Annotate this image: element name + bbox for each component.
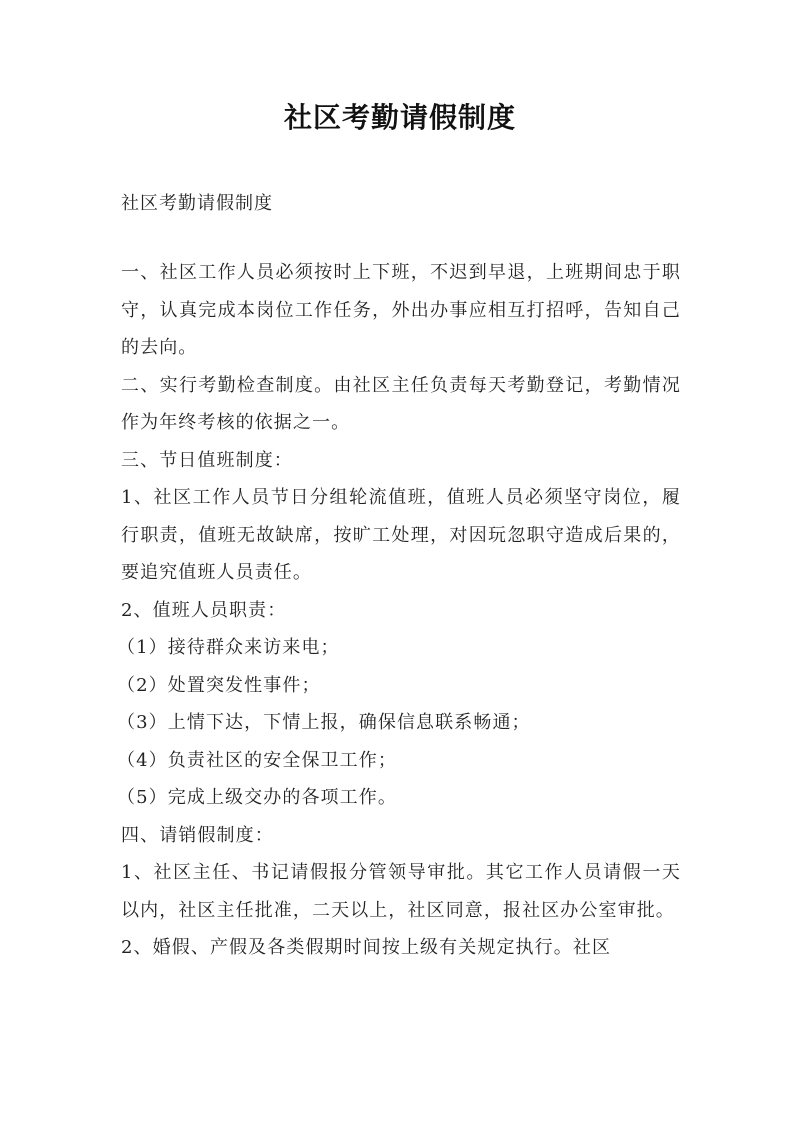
paragraph-4: 1、社区工作人员节日分组轮流值班，值班人员必须坚守岗位，履行职责，值班无故缺席，按旷工处理，对因玩忽职守造成后果的，要追究值班人员责任。: [121, 487, 681, 583]
list-item-1: （1）接待群众来访来电；: [117, 637, 340, 658]
paragraph-2: 二、实行考勤检查制度。由社区主任负责每天考勤登记，考勤情况作为年终考核的依据之一。: [121, 374, 681, 433]
document-subtitle: 社区考勤请假制度: [121, 193, 273, 214]
document-title: 社区考勤请假制度: [283, 101, 516, 134]
document-body: [117, 254, 681, 967]
list-item-4: （4）负责社区的安全保卫工作；: [117, 749, 397, 771]
paragraph-7: 1、社区主任、书记请假报分管领导审批。其它工作人员请假一天以内，社区主任批准，二天以上，社区同意，报社区办公室审批。: [121, 862, 681, 921]
paragraph-3: 三、节日值班制度：: [121, 449, 293, 471]
paragraph-1: 一、社区工作人员必须按时上下班，不迟到早退，上班期间忠于职守，认真完成本岗位工作任务，外出办事应相互打招呼，告知自己的去向。: [121, 262, 681, 358]
paragraph-6: 四、请销假制度：: [121, 824, 274, 846]
list-item-5: （5）完成上级交办的各项工作。: [117, 787, 397, 808]
paragraph-5: 2、值班人员职责：: [121, 599, 287, 621]
list-item-2: （2）处置突发性事件；: [117, 674, 321, 696]
list-item-3: （3）上情下达，下情上报，确保信息联系畅通；: [117, 712, 531, 733]
paragraph-8: 2、婚假、产假及各类假期时间按上级有关规定执行。社区: [121, 937, 612, 958]
